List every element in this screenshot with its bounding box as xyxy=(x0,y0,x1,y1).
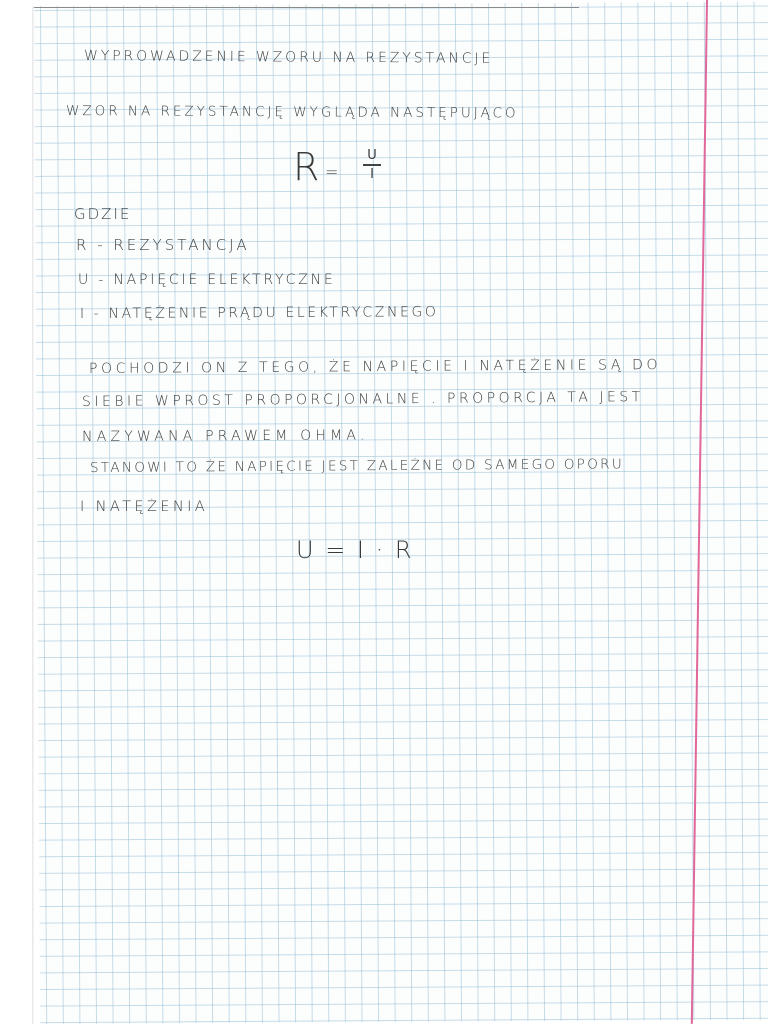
fraction-denominator: I xyxy=(370,166,374,182)
formula-equals: = xyxy=(325,162,339,181)
formula-fraction xyxy=(363,149,381,181)
definition-u: U - NAPIĘCIE ELEKTRYCZNE xyxy=(78,272,336,288)
paragraph-line-4: STANOWI TO ŻE NAPIĘCIE JEST ZALEŻNE OD SAMEGO OPORU xyxy=(89,456,625,476)
paragraph-line-5: I NATĘŻENIA xyxy=(80,499,209,515)
fraction-numerator: U xyxy=(367,148,377,163)
intro-line: WZOR NA REZYSTANCJĘ WYGLĄDA NASTĘPUJĄCO xyxy=(65,103,519,122)
where-label: GDZIE xyxy=(74,205,132,223)
definition-r: R - REZYSTANCJA xyxy=(76,236,250,254)
page-title: WYPROWADZENIE WZORU NA REZYSTANCJE xyxy=(83,48,494,67)
fraction-bar xyxy=(363,164,381,166)
paragraph-line-3: NAZYWANA PRAWEM OHMA. xyxy=(81,427,369,445)
paragraph-line-2: SIEBIE WPROST PROPORCJONALNE . PROPORCJA TA JEST xyxy=(81,389,644,410)
paragraph-line-1: POCHODZI ON Z TEGO, ŻE NAPIĘCIE I NATĘŻENIE SĄ DO xyxy=(88,357,662,377)
ohm-law-formula: U = I · R xyxy=(296,536,414,564)
definition-i: I - NATĘŻENIE PRĄDU ELEKTRYCZNEGO xyxy=(79,304,439,322)
formula-lhs: R xyxy=(293,145,320,189)
paper-left-edge xyxy=(32,6,34,1024)
paper-top-edge xyxy=(34,7,579,8)
